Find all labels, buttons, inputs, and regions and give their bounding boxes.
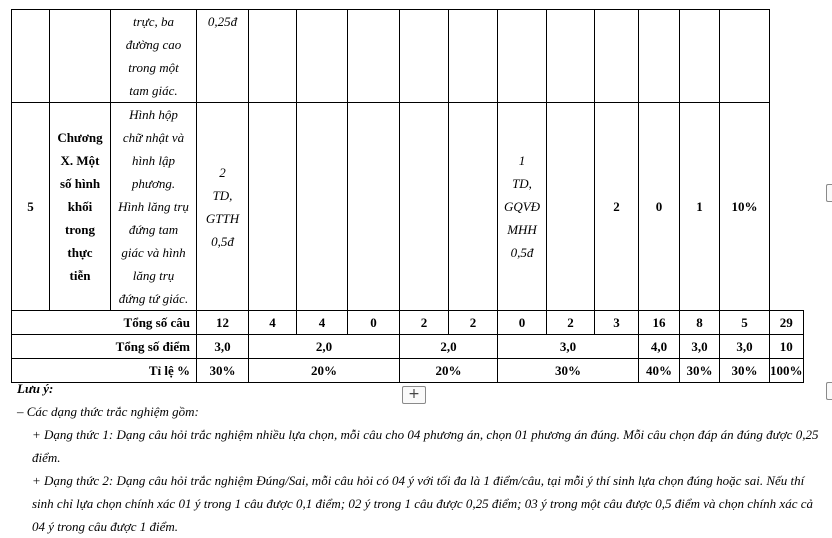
spec-line: MHH (507, 222, 537, 237)
question-spec-cell (498, 103, 547, 311)
question-spec-cell (197, 103, 249, 311)
notes-title: Lưu ý: (17, 381, 54, 396)
row-label: Tổng số câu (12, 311, 197, 335)
chapter-line: khối (67, 199, 93, 214)
table-cell: 2,0 (249, 335, 400, 359)
table-cell (639, 10, 680, 103)
table-cell (498, 10, 547, 103)
row-label: Tổng số điểm (12, 335, 197, 359)
table-cell: 3,0 (720, 335, 770, 359)
table-cell: 30% (197, 359, 249, 383)
table-cell: 0 (348, 311, 400, 335)
lesson-line: tam giác. (129, 83, 178, 98)
table-cell: 2 (400, 311, 449, 335)
table-cell: 20% (249, 359, 400, 383)
lesson-line: trực, ba (132, 14, 175, 29)
lesson-line: đứng tam (128, 222, 179, 237)
chapter-line: Chương (57, 130, 103, 145)
lesson-cell (111, 103, 197, 311)
lesson-line: đường cao (125, 37, 182, 52)
table-cell: 30% (498, 359, 639, 383)
spec-line: 2 (219, 164, 226, 180)
table-cell: 2,0 (400, 335, 498, 359)
table-cell (249, 10, 297, 103)
table-cell (595, 10, 639, 103)
table-cell: 4 (249, 311, 297, 335)
table-cell (547, 103, 595, 311)
table-cell (348, 103, 400, 311)
lesson-line: Hình lăng trụ (118, 199, 189, 214)
count-cell: 1 (680, 103, 720, 311)
lesson-line: giác và hình (121, 245, 186, 260)
table-row (12, 335, 804, 359)
table-cell: 10 (770, 335, 804, 359)
table-cell: 3,0 (197, 335, 249, 359)
row-label: Tỉ lệ % (12, 359, 197, 383)
chapter-line: thực (67, 245, 93, 260)
table-cell (400, 10, 449, 103)
table-cell: 2 (547, 311, 595, 335)
table-cell: 16 (639, 311, 680, 335)
table-cell (50, 10, 111, 103)
table-cell (547, 10, 595, 103)
lesson-line: chữ nhật và (122, 130, 185, 145)
spec-line: TD, (212, 187, 233, 203)
table-cell: 29 (770, 311, 804, 335)
table-cell: 40% (639, 359, 680, 383)
chapter-cell (50, 103, 111, 311)
table-cell: 30% (680, 359, 720, 383)
table-cell: 4,0 (639, 335, 680, 359)
score-cell: 0,25đ (197, 10, 249, 103)
notes-item: + Dạng thức 2: Dạng câu hỏi trắc nghiệm Đúng/Sai, mỗi câu hỏi có 04 ý với tối đa là 1 điểm/câu, tại mỗi ý thí sinh lựa chọn đúng hoặc sai. Nếu thí sinh chỉ lựa chọn chính xác 01 ý trong 1 câu được 0,1 điểm; 02 ý trong 1 câu được 0,25 điểm; 03 ý trong một câu được 0,5 điểm và chọn chính xác cả 04 ý trong câu được 1 điểm. (32, 473, 813, 534)
spec-line: 0,5đ (510, 245, 534, 260)
spec-line: TD, (512, 176, 532, 191)
table-cell: 3 (595, 311, 639, 335)
table-cell (449, 10, 498, 103)
table-cell: 2 (449, 311, 498, 335)
table-cell: 0 (498, 311, 547, 335)
chapter-line: X. Một (60, 153, 100, 168)
table-cell: 30% (720, 359, 770, 383)
lesson-line: lăng trụ (132, 268, 175, 283)
spec-line: 1 (518, 153, 526, 168)
chapter-line: tiễn (69, 268, 91, 283)
table-cell (720, 10, 770, 103)
table-cell (680, 10, 720, 103)
lesson-line: hình lập (132, 153, 175, 168)
table-row (12, 311, 804, 335)
table-cell (400, 103, 449, 311)
spec-line: 0,5đ (211, 233, 234, 249)
table-cell (249, 103, 297, 311)
edge-handle[interactable] (826, 184, 832, 202)
spec-line: GTTH (205, 210, 240, 226)
table-cell: 100% (770, 359, 804, 383)
lesson-line: Hình hộp (129, 107, 178, 122)
table-row (12, 10, 804, 103)
table-cell (12, 10, 50, 103)
notes-intro: – Các dạng thức trắc nghiệm gồm: (17, 404, 199, 419)
percent-cell: 10% (720, 103, 770, 311)
chapter-line: số hình (59, 176, 101, 191)
spec-line: GQVĐ (503, 199, 541, 214)
count-cell: 0 (639, 103, 680, 311)
chapter-line: trong (64, 222, 96, 237)
add-row-button[interactable]: + (402, 386, 426, 404)
edge-handle[interactable] (826, 382, 832, 400)
lesson-line: đứng tứ giác. (118, 291, 189, 306)
table-cell: 12 (197, 311, 249, 335)
lesson-line: trong một (128, 60, 179, 75)
assessment-matrix-table (11, 9, 804, 383)
row-index: 5 (12, 103, 50, 311)
count-cell: 2 (595, 103, 639, 311)
table-cell: 4 (297, 311, 348, 335)
table-cell (297, 10, 348, 103)
table-cell: 5 (720, 311, 770, 335)
table-cell (297, 103, 348, 311)
table-cell (449, 103, 498, 311)
table-cell: 20% (400, 359, 498, 383)
lesson-cell (111, 10, 197, 103)
lesson-line: phương. (131, 176, 176, 191)
table-cell: 8 (680, 311, 720, 335)
table-cell (348, 10, 400, 103)
table-cell: 3,0 (680, 335, 720, 359)
table-cell: 3,0 (498, 335, 639, 359)
table-row (12, 103, 804, 311)
notes-item: + Dạng thức 1: Dạng câu hỏi trắc nghiệm nhiều lựa chọn, mỗi câu cho 04 phương án, chọn 01 phương án đúng. Mỗi câu chọn đáp án đúng được 0,25 điểm. (32, 427, 819, 465)
